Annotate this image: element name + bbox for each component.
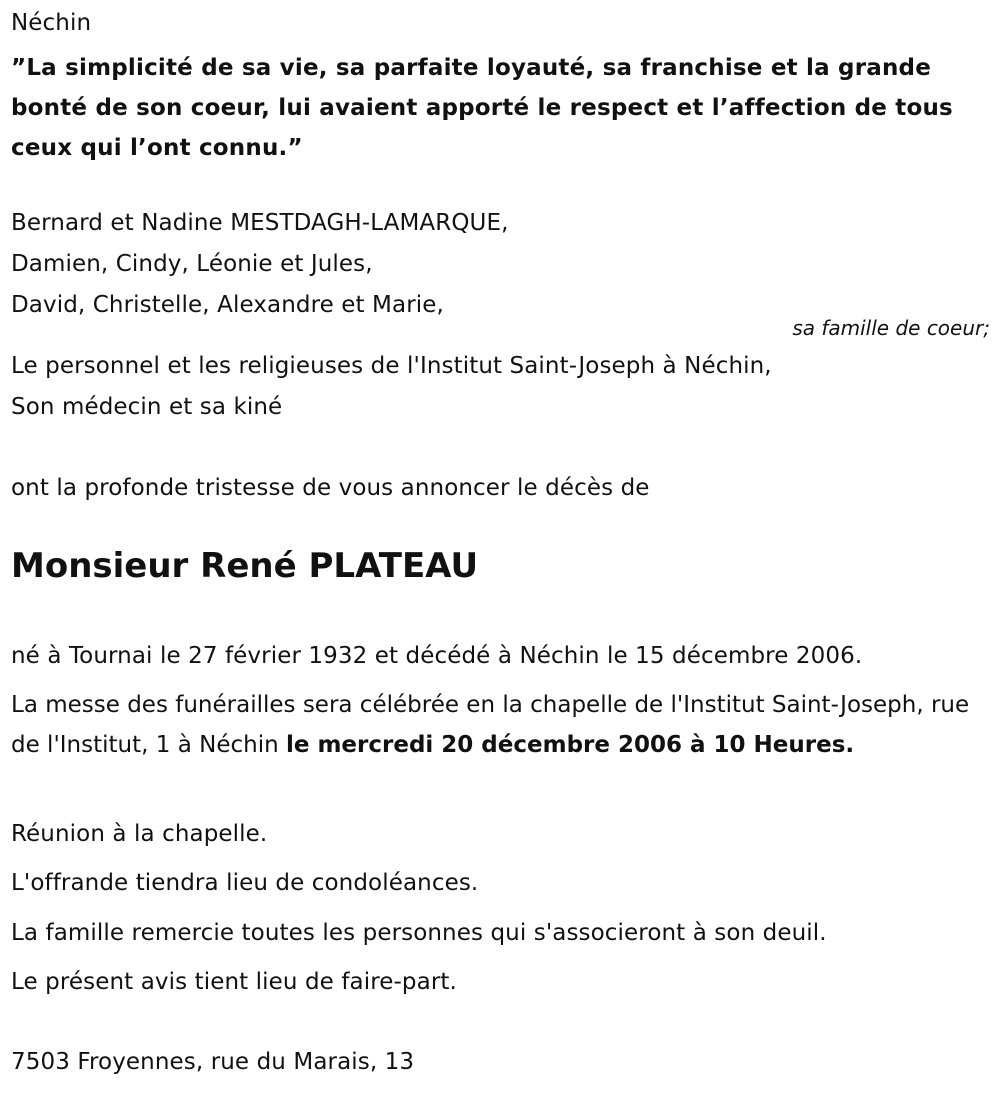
announcement: ont la profonde tristesse de vous annoncer le décès de — [11, 475, 650, 501]
family-line: Bernard et Nadine MESTDAGH-LAMARQUE, — [11, 210, 509, 236]
memorial-quote: ”La simplicité de sa vie, sa parfaite loyauté, sa franchise et la grande bonté de son coeur, lui avaient apporté le respect et l’affection de tous ceux qui l’ont connu.” — [11, 55, 953, 161]
others-line: Son médecin et sa kiné — [11, 394, 283, 420]
funeral-text: La messe des funérailles sera célébrée en la chapelle de l'Institut Saint-Joseph, rue de l'Institut, 1 à Néchin — [11, 692, 970, 758]
note: La famille remercie toutes les personnes qui s'associeront à son deuil. — [11, 920, 827, 946]
family-line: David, Christelle, Alexandre et Marie, — [11, 292, 444, 318]
note: Le présent avis tient lieu de faire-part. — [11, 969, 457, 995]
deceased-name: Monsieur René PLATEAU — [11, 546, 479, 586]
family-line: Damien, Cindy, Léonie et Jules, — [11, 251, 373, 277]
birth-death: né à Tournai le 27 février 1932 et décédé à Néchin le 15 décembre 2006. — [11, 643, 863, 669]
family-label: sa famille de coeur; — [792, 316, 990, 340]
others-line: Le personnel et les religieuses de l'Institut Saint-Joseph à Néchin, — [11, 353, 772, 379]
location: Néchin — [11, 10, 92, 36]
note: L'offrande tiendra lieu de condoléances. — [11, 870, 479, 896]
address: 7503 Froyennes, rue du Marais, 13 — [11, 1049, 415, 1075]
note: Réunion à la chapelle. — [11, 821, 268, 847]
funeral-info — [11, 685, 986, 765]
funeral-datetime: le mercredi 20 décembre 2006 à 10 Heures. — [285, 732, 855, 758]
